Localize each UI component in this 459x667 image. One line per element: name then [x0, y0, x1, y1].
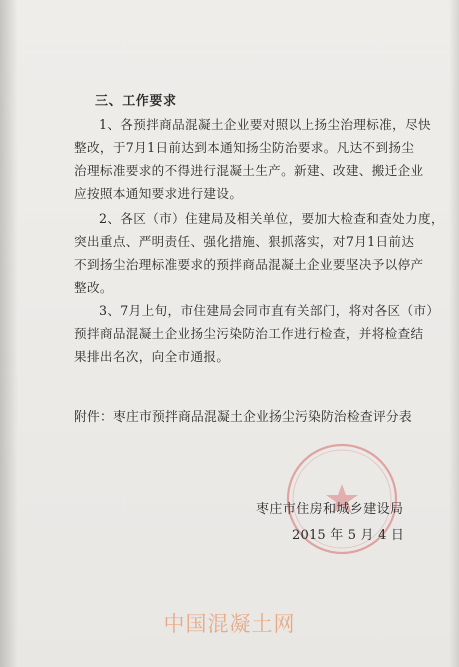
paragraph-1-line-4: 应按照本通知要求进行建设。 — [74, 186, 243, 201]
watermark-text: 中国混凝土网 — [163, 612, 296, 636]
paragraph-1-line-3: 治理标准要求的不得进行混凝土生产。新建、改建、搬迁企业 — [74, 163, 424, 178]
paragraph-2-line-1: 2、各区（市）住建局及相关单位，要加大检查和查处力度， — [99, 211, 444, 226]
issue-date: 2015 年 5 月 4 日 — [292, 528, 405, 543]
attachment-note: 附件：枣庄市预拌商品混凝土企业扬尘污染防治检查评分表 — [74, 410, 412, 425]
page-edge-shadow-right — [449, 0, 459, 667]
section-heading: 三、工作要求 — [95, 94, 177, 109]
paragraph-3-line-2: 预拌商品混凝土企业扬尘污染防治工作进行检查，并将检查结 — [74, 326, 424, 341]
page-edge-shadow-left — [0, 0, 18, 667]
paragraph-2-line-3: 不到扬尘治理标准要求的预拌商品混凝土企业要坚决予以停产 — [74, 257, 424, 272]
issuer-name: 枣庄市住房和城乡建设局 — [256, 502, 404, 517]
paragraph-2-line-2: 突出重点、严明责任、强化措施、狠抓落实，对7月1日前达 — [74, 234, 415, 249]
paragraph-1-line-1: 1、各预拌商品混凝土企业要对照以上扬尘治理标准，尽快 — [99, 117, 431, 132]
paragraph-3-line-3: 果排出名次，向全市通报。 — [74, 349, 230, 364]
paragraph-3-line-1: 3、7月上旬，市住建局会同市直有关部门，将对各区（市） — [99, 303, 440, 318]
paragraph-2-line-4: 整改。 — [74, 280, 113, 295]
paragraph-1-line-2: 整改，于7月1日前达到本通知扬尘防治要求。凡达不到扬尘 — [74, 140, 415, 155]
